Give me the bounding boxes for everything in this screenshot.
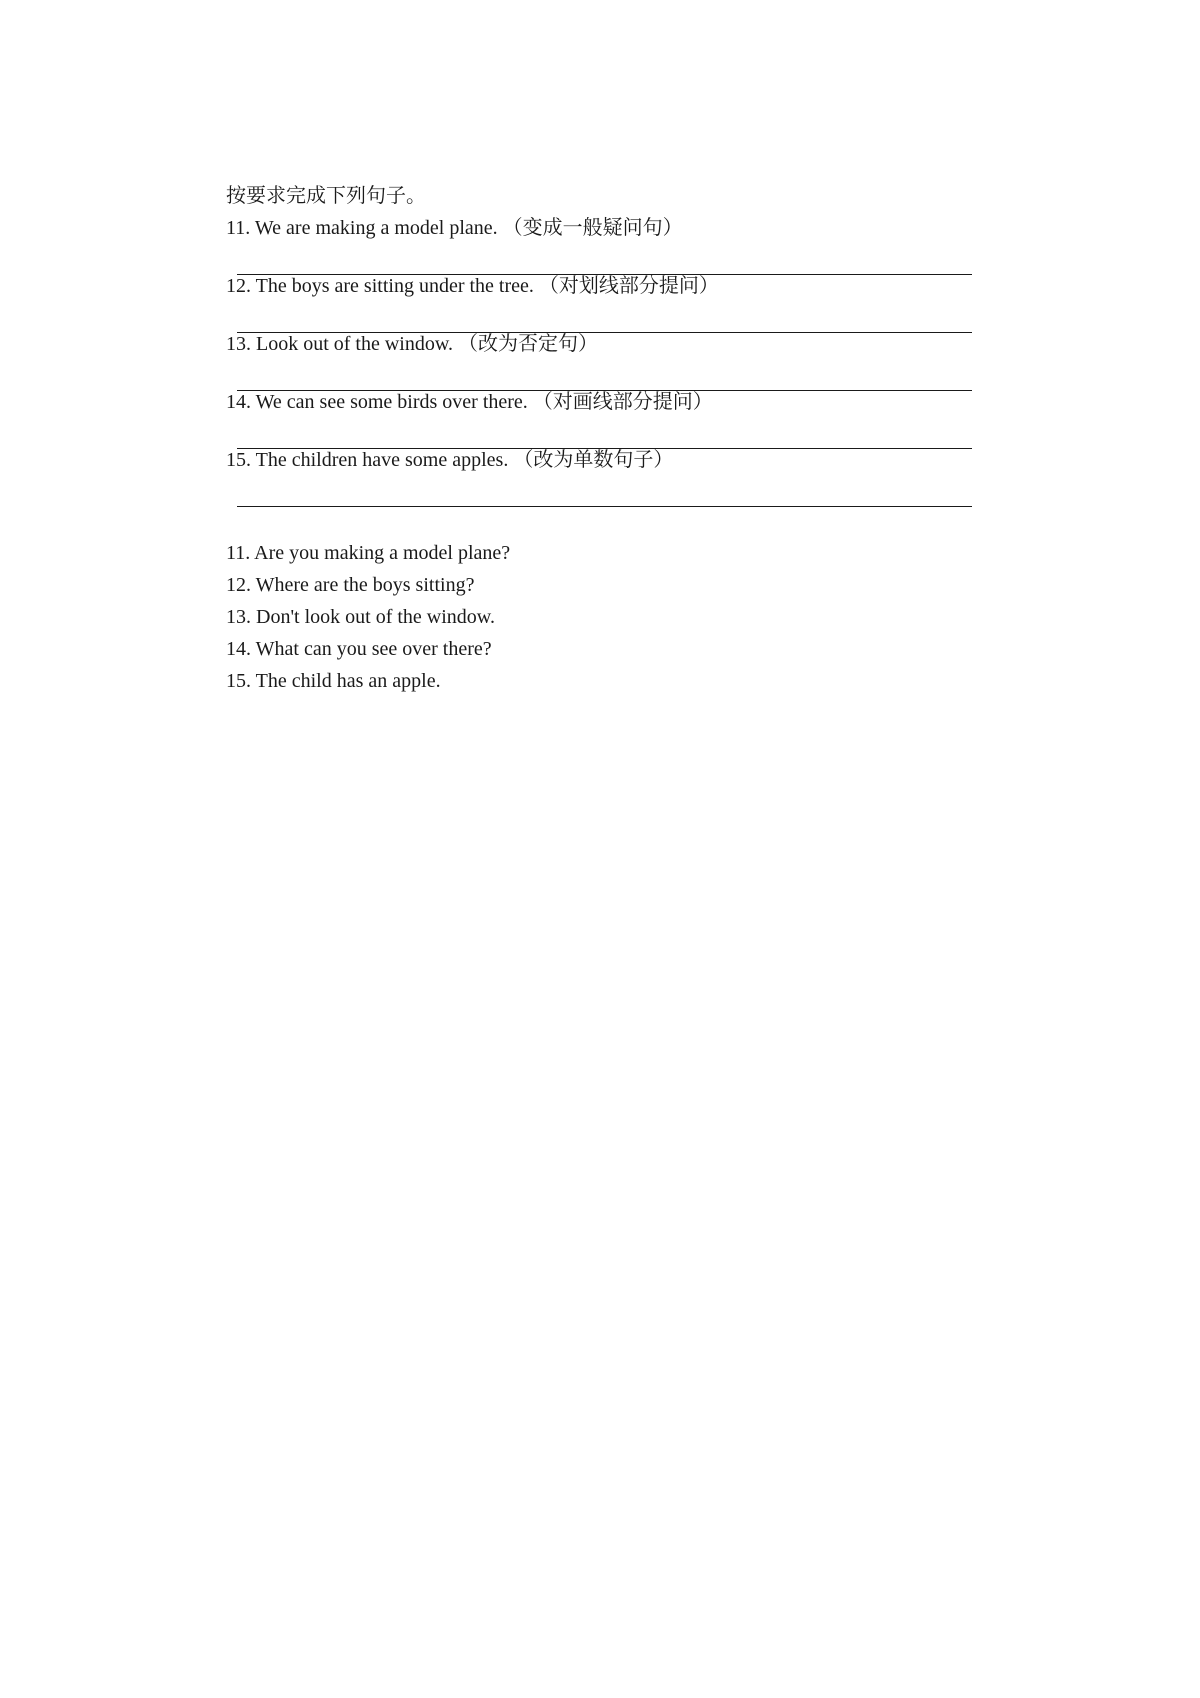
question-text: 13. Look out of the window. （改为否定句） (226, 333, 599, 355)
answer-key-item: 14. What can you see over there? (226, 638, 492, 660)
question-item (226, 444, 986, 507)
question-text: 15. The children have some apples. （改为单数句子） (226, 449, 674, 471)
answer-key-item: 15. The child has an apple. (226, 670, 441, 692)
question-item (226, 328, 986, 391)
answer-key (226, 537, 986, 697)
question-item (226, 270, 986, 333)
answer-key-item: 13. Don't look out of the window. (226, 606, 495, 628)
worksheet-content (226, 180, 986, 697)
question-item (226, 212, 986, 275)
question-item (226, 386, 986, 449)
instruction-heading: 按要求完成下列句子。 (226, 185, 426, 207)
answer-key-item: 11. Are you making a model plane? (226, 542, 511, 564)
question-text: 12. The boys are sitting under the tree. （对划线部分提问） (226, 275, 719, 297)
question-text: 11. We are making a model plane. （变成一般疑问句） (226, 217, 683, 239)
answer-key-item: 12. Where are the boys sitting? (226, 574, 475, 596)
answer-blank-line (237, 476, 972, 507)
question-text: 14. We can see some birds over there. （对画线部分提问） (226, 391, 713, 413)
